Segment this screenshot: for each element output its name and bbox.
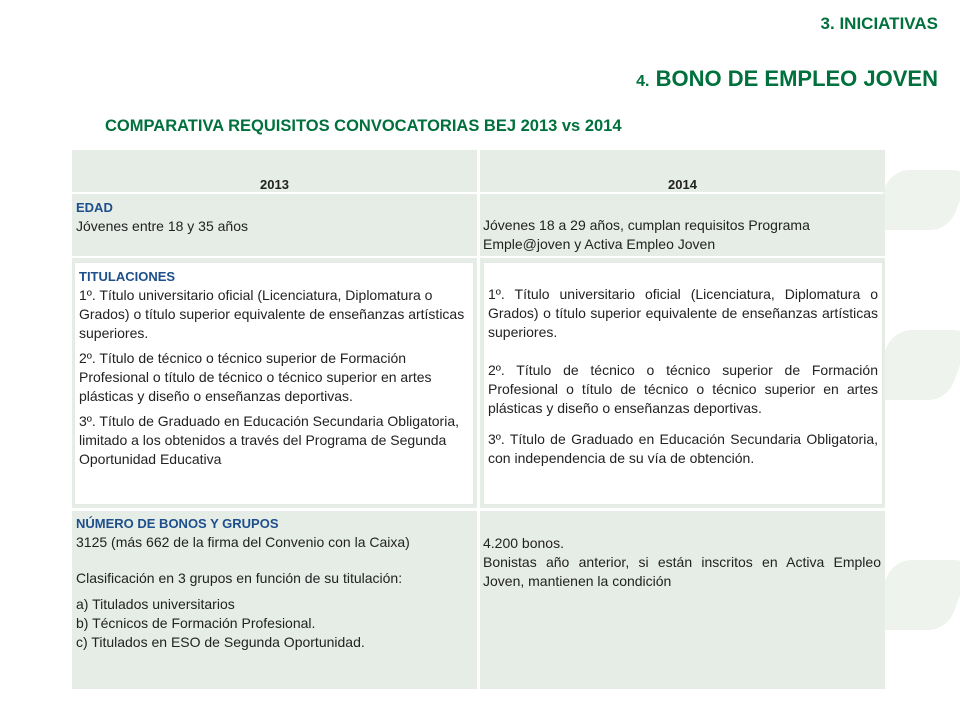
bonos-2013-group-b: b) Técnicos de Formación Profesional. (76, 615, 316, 631)
subsection-number: 4. (636, 73, 650, 90)
bonos-2014-note: Bonistas año anterior, si están inscritos en Activa Empleo Joven, mantienen la condición (483, 554, 881, 589)
bonos-cell-2014 (480, 511, 885, 689)
titulacion-2014-item-2: 2º. Título de técnico o técnico superior de Formación Profesional o título de técnico o técnico superior en artes plásticas y diseño o enseñanzas deportivas. (488, 362, 878, 416)
bonos-2013-clasificacion: Clasificación en 3 grupos en función de su titulación: (76, 570, 403, 586)
bonos-2014-count: 4.200 bonos. (483, 535, 564, 551)
bonos-label: NÚMERO DE BONOS Y GRUPOS (76, 516, 279, 531)
column-header-2014: 2014 (480, 150, 885, 192)
titulacion-2014-item-1: 1º. Título universitario oficial (Licenciatura, Diplomatura o Grados) o título superior equivalente de enseñanzas artísticas superiores. (488, 286, 878, 340)
section-title: 3. INICIATIVAS (820, 14, 938, 33)
edad-2014-text: Jóvenes 18 a 29 años, cumplan requisitos Programa Emple@joven y Activa Empleo Joven (483, 217, 810, 252)
bonos-2013-group-a: a) Titulados universitarios (76, 596, 235, 612)
titulaciones-cell-2014 (483, 262, 883, 505)
titulacion-2013-item-3: 3º. Título de Graduado en Educación Secundaria Obligatoria, limitado a los obtenidos a través del Programa de Segunda Oportunidad Educativa (79, 413, 459, 467)
titulacion-2013-item-1: 1º. Título universitario oficial (Licenciatura, Diplomatura o Grados) o título superior equivalente de enseñanzas artísticas superiores. (79, 287, 465, 341)
titulacion-2013-item-2: 2º. Título de técnico o técnico superior de Formación Profesional o título de técnico o técnico superior en artes plásticas y diseño o enseñanzas deportivas. (79, 350, 432, 404)
subsection-text: BONO DE EMPLEO JOVEN (655, 66, 938, 91)
titulaciones-label: TITULACIONES (79, 269, 176, 284)
subsection-title (636, 66, 938, 92)
titulacion-2014-item-3: 3º. Título de Graduado en Educación Secundaria Obligatoria, con independencia de su vía de obtención. (488, 431, 878, 466)
titulaciones-cell-2013 (74, 262, 474, 505)
edad-2013-text: Jóvenes entre 18 y 35 años (76, 218, 249, 234)
edad-label: EDAD (76, 200, 113, 215)
bonos-2013-count: 3125 (más 662 de la firma del Convenio con la Caixa) (76, 534, 410, 550)
comparison-title: COMPARATIVA REQUISITOS CONVOCATORIAS BEJ 2013 vs 2014 (105, 117, 622, 135)
bonos-cell-2013 (72, 511, 477, 689)
edad-cell-2013 (72, 194, 477, 256)
edad-cell-2014 (480, 194, 885, 256)
column-header-2013: 2013 (72, 150, 477, 192)
bonos-2013-group-c: c) Titulados en ESO de Segunda Oportunidad. (76, 634, 365, 650)
